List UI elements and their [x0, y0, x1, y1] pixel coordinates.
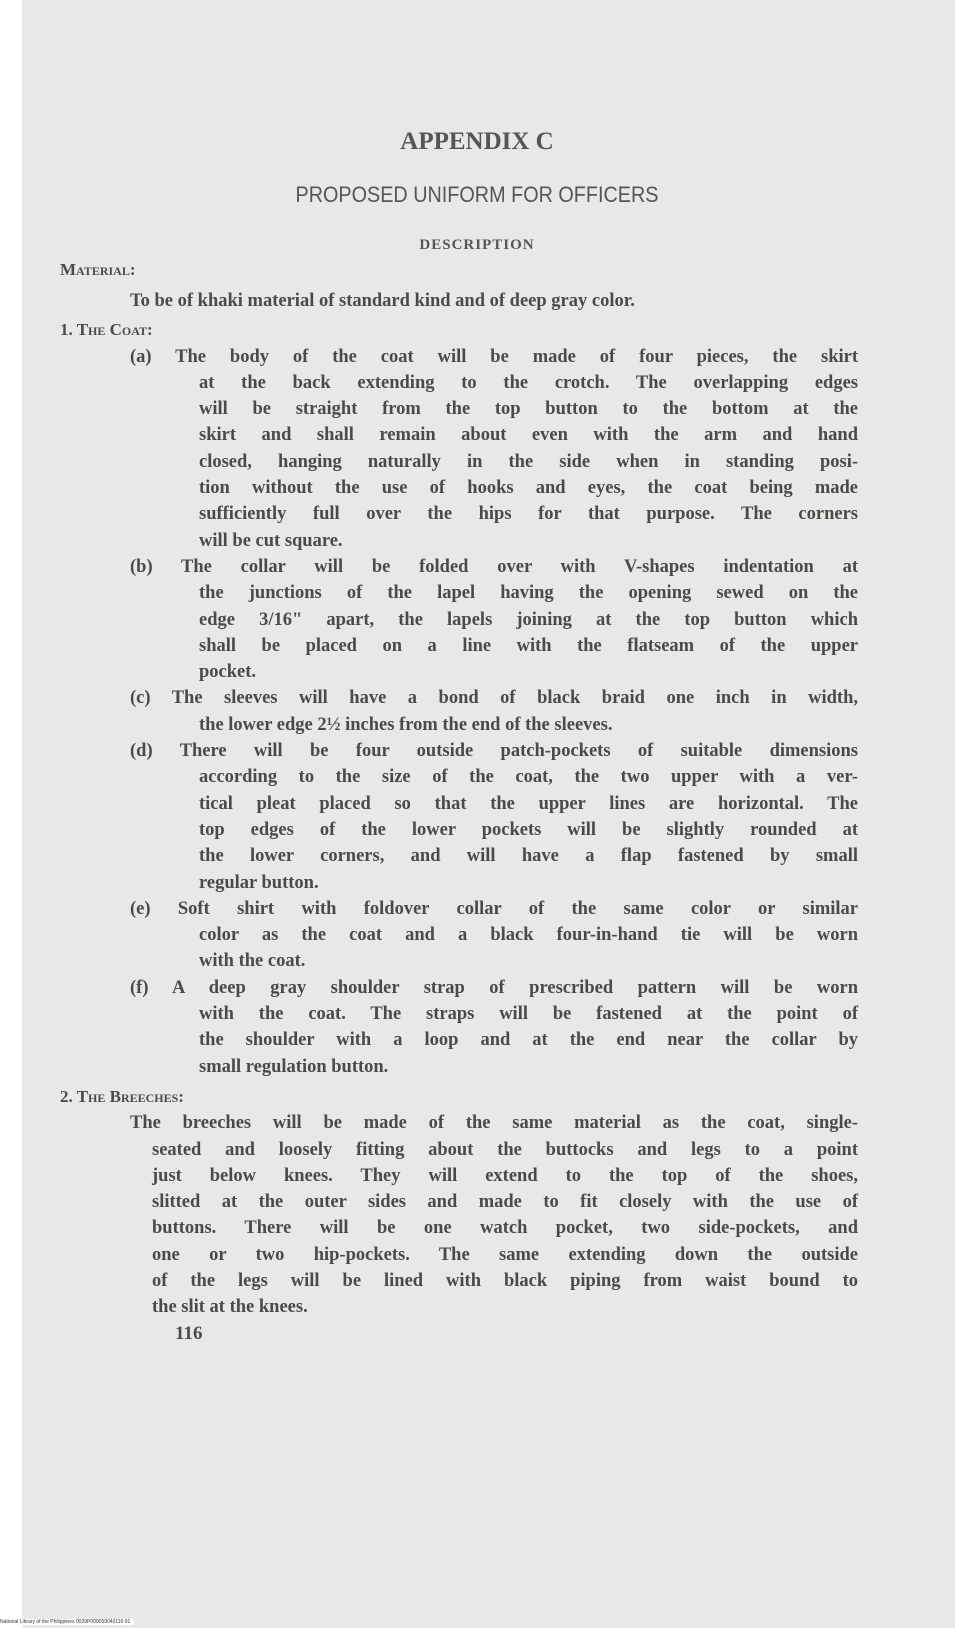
coat-item-line: closed, hanging naturally in the side when in standing posi-: [199, 451, 858, 472]
coat-item-line: will be cut square.: [199, 530, 343, 551]
breeches-line: buttons. There will be one watch pocket, two side-pockets, and: [152, 1218, 858, 1239]
coat-item-line: the shoulder with a loop and at the end near the collar by: [199, 1030, 858, 1051]
coat-item-line: tical pleat placed so that the upper lines are horizontal. The: [199, 793, 858, 814]
archive-footer: National Library of the Philippines 0039P000059040116:91: [0, 1619, 134, 1625]
breeches-line: one or two hip-pockets. The same extending down the outside: [152, 1244, 858, 1265]
coat-item-line: (f) A deep gray shoulder strap of prescribed pattern will be worn: [130, 977, 858, 998]
coat-item-line: skirt and shall remain about even with the arm and hand: [199, 425, 858, 446]
appendix-title: APPENDIX C: [400, 128, 554, 155]
coat-item-line: according to the size of the coat, the two upper with a ver-: [199, 767, 858, 788]
coat-item-line: color as the coat and a black four-in-hand tie will be worn: [199, 925, 858, 946]
material-heading: Material:: [60, 260, 136, 279]
coat-heading: 1. The Coat:: [60, 320, 153, 340]
document-body: To be of khaki material of standard kind and of deep gray color. 1. The Coat: (a) The body of the coat will be made of four pieces, the skirt at the back extending to the crotch. The overlapping edges will be straight from the top button to the bottom at the skirt and shall remain about even with the arm and hand closed, hanging naturally in the side when in standing posi- tion without the use of hooks and eyes, the coat being made sufficiently full over the hips for that purpose. The corners will be cut square. (b) The collar will be folded over with V-shapes indentation at the junctions of the lapel having the opening sewed on the edge 3/16" apart, the lapels joining at the top button which shall be placed on a line with the flatseam of the upper pocket. (c) The sleeves will have a bond of black braid one inch in width, the lower edge 2½ inches from the end of the sleeves. (d) There will be four outside patch-pockets of suitable dimensions according to the size of the coat, the two upper with a ver- tical pleat placed so that the upper lines are horizontal. The top edges of the lower pockets will be slightly rounded at the lower corners, and will have a flap fastened by small regular button. (e) Soft shirt with foldover collar of the same color or similar color as the coat and a black four-in-hand tie will be worn with the coat. (f) A deep gray shoulder strap of prescribed pattern will be worn with the coat. The straps will be fastened at the point of the shoulder with a loop and at the end near the collar by small regulation button. 2. The Breeches: The breeches will be made of the same material as the coat, single- seated and loosely fitting about the buttocks and legs to a point just below knees. They will extend to the top of the shoes, slitted at the outer sides and made to fit closely with the use of buttons. There will be one watch pocket, two side-pockets, and one or two hip-pockets. The same extending down the outside of the legs will be lined with black piping from waist bound to the slit at the knees.: [22, 288, 955, 1321]
coat-item-line: (c) The sleeves will have a bond of black braid one inch in width,: [130, 688, 858, 709]
breeches-line: seated and loosely fitting about the buttocks and legs to a point: [152, 1139, 858, 1160]
coat-item-line: the junctions of the lapel having the opening sewed on the: [199, 583, 858, 604]
coat-item-line: at the back extending to the crotch. The overlapping edges: [199, 372, 858, 393]
section-heading: DESCRIPTION: [419, 237, 535, 253]
coat-item-line: with the coat. The straps will be fastened at the point of: [199, 1004, 858, 1025]
coat-item-line: regular button.: [199, 872, 319, 893]
coat-item-line: tion without the use of hooks and eyes, the coat being made: [199, 478, 858, 499]
coat-item-line: (e) Soft shirt with foldover collar of the same color or similar: [130, 898, 858, 919]
coat-item-line: will be straight from the top button to the bottom at the: [199, 399, 858, 420]
document-subtitle: PROPOSED UNIFORM FOR OFFICERS: [295, 182, 659, 207]
page-number: 116: [175, 1323, 203, 1344]
breeches-line: just below knees. They will extend to the top of the shoes,: [152, 1165, 858, 1186]
breeches-line: the slit at the knees.: [152, 1297, 308, 1318]
coat-item-line: small regulation button.: [199, 1056, 389, 1077]
coat-item-line: (b) The collar will be folded over with V-shapes indentation at: [130, 556, 858, 577]
breeches-heading: 2. The Breeches:: [60, 1086, 184, 1106]
breeches-line: The breeches will be made of the same material as the coat, single-: [130, 1113, 858, 1134]
coat-item-line: pocket.: [199, 662, 257, 683]
coat-item-line: (d) There will be four outside patch-pockets of suitable dimensions: [130, 741, 858, 762]
document-page: [22, 0, 955, 1628]
coat-item-line: sufficiently full over the hips for that purpose. The corners: [199, 504, 858, 525]
coat-item-line: shall be placed on a line with the flatseam of the upper: [199, 635, 858, 656]
coat-item-line: the lower corners, and will have a flap fastened by small: [199, 846, 858, 867]
breeches-line: of the legs will be lined with black piping from waist bound to: [152, 1270, 858, 1291]
breeches-line: slitted at the outer sides and made to fit closely with the use of: [152, 1192, 858, 1213]
coat-item-line: with the coat.: [199, 951, 306, 972]
coat-item-line: (a) The body of the coat will be made of four pieces, the skirt: [130, 346, 858, 367]
coat-item-line: the lower edge 2½ inches from the end of the sleeves.: [199, 714, 613, 735]
coat-item-line: edge 3/16" apart, the lapels joining at the top button which: [199, 609, 858, 630]
coat-item-line: top edges of the lower pockets will be slightly rounded at: [199, 819, 858, 840]
